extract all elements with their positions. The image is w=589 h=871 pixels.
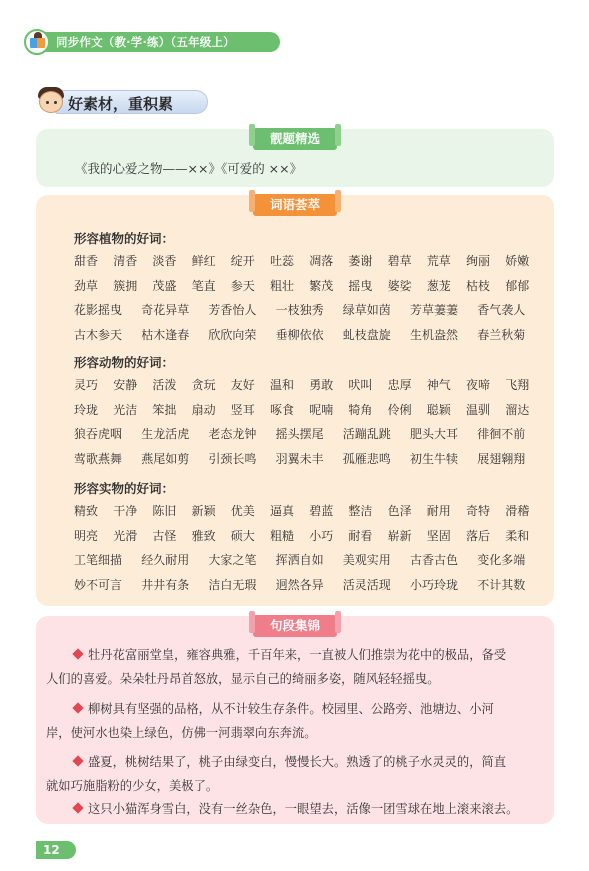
- word-item: 古木参天: [74, 327, 123, 342]
- word-group-title: 形容植物的好词：: [74, 231, 175, 246]
- word-item: 徘徊不前: [477, 427, 526, 441]
- word-item: 新颖: [191, 504, 216, 518]
- diamond-bullet-icon: [72, 802, 83, 813]
- word-item: 春兰秋菊: [477, 327, 526, 342]
- word-row: [74, 277, 544, 293]
- word-item: 婆娑: [387, 278, 412, 293]
- word-row: [74, 252, 544, 268]
- word-item: 友好: [230, 378, 255, 392]
- word-item: 陈旧: [152, 504, 177, 518]
- word-item: 贪玩: [191, 378, 216, 392]
- word-item: 洁白无瑕: [208, 577, 257, 592]
- word-item: 溜达: [505, 402, 530, 417]
- word-row: [74, 376, 544, 392]
- word-group-title: 形容动物的好词：: [74, 355, 175, 370]
- word-item: 逼真: [270, 504, 295, 518]
- word-item: 奇花异草: [141, 303, 190, 317]
- word-item: 神气: [426, 378, 451, 392]
- word-item: 娇嫩: [505, 254, 530, 268]
- sentence-item: [74, 750, 536, 774]
- word-item: 犄角: [348, 402, 373, 417]
- word-row: [74, 502, 544, 518]
- word-item: 狼吞虎咽: [74, 427, 123, 441]
- boy-mascot-icon: [36, 86, 66, 116]
- word-item: 古香古色: [410, 553, 459, 567]
- word-item: 色泽: [387, 504, 412, 518]
- running-header: [22, 31, 282, 53]
- word-item: 活蹦乱跳: [342, 427, 391, 441]
- word-item: 光洁: [113, 402, 138, 417]
- reading-kid-icon: [24, 29, 50, 55]
- word-item: 小巧玲珑: [410, 577, 459, 592]
- diamond-bullet-icon: [72, 755, 83, 766]
- word-item: 聪颖: [426, 402, 451, 417]
- sentence-continuation: 就如巧施脂粉的少女，美极了。: [46, 779, 219, 793]
- word-row: [74, 326, 544, 342]
- section-banner: [36, 86, 208, 116]
- word-item: 妙不可言: [74, 577, 123, 592]
- word-item: 温和: [270, 378, 295, 392]
- word-item: 孤雁悲鸣: [342, 451, 391, 466]
- word-item: 摇头摆尾: [275, 427, 324, 441]
- sentence-continuation: 岸，使河水也染上绿色，仿佛一河翡翠向东奔流。: [46, 726, 317, 740]
- word-item: 变化多端: [477, 553, 526, 567]
- word-item: 引颈长鸣: [208, 451, 257, 466]
- word-item: 葱茏: [426, 278, 451, 293]
- word-item: 吠叫: [348, 378, 373, 392]
- word-item: 清香: [113, 254, 138, 268]
- sentences-tag: 句段集锦: [253, 615, 337, 637]
- word-item: 美观实用: [342, 553, 391, 567]
- word-item: 初生牛犊: [410, 451, 459, 466]
- word-item: 甜香: [74, 254, 99, 268]
- word-item: 郁郁: [505, 278, 530, 293]
- word-item: 坚固: [426, 528, 451, 543]
- word-item: 勇敢: [309, 378, 334, 392]
- diamond-bullet-icon: [72, 702, 83, 713]
- word-item: 优美: [230, 504, 255, 518]
- word-item: 参天: [230, 278, 255, 293]
- word-item: 工笔细描: [74, 553, 123, 567]
- word-item: 碧蓝: [309, 504, 334, 518]
- sentence-item: [74, 797, 536, 821]
- word-item: 生龙活虎: [141, 427, 190, 441]
- word-item: 安静: [113, 378, 138, 392]
- sentence-text: 柳树具有坚强的品格，从不计较生存条件。校园里、公路旁、池塘边、小河: [88, 702, 494, 716]
- word-item: 呢喃: [309, 402, 334, 417]
- word-item: 灵巧: [74, 378, 99, 392]
- word-item: 光滑: [113, 528, 138, 543]
- sentence-text: 这只小猫浑身雪白，没有一丝杂色，一眼望去，活像一团雪球在地上滚来滚去。: [88, 802, 519, 816]
- word-item: 香气袭人: [477, 303, 526, 317]
- word-item: 淡香: [152, 254, 177, 268]
- word-item: 绚丽: [466, 254, 491, 268]
- word-item: 活灵活现: [342, 577, 391, 592]
- word-row: [74, 401, 544, 417]
- word-item: 莺歌燕舞: [74, 451, 123, 466]
- diamond-bullet-icon: [72, 648, 83, 659]
- word-item: 干净: [113, 504, 138, 518]
- word-item: 不计其数: [477, 577, 526, 592]
- word-item: 肥头大耳: [410, 427, 459, 441]
- word-item: 芳草萋萋: [410, 303, 459, 317]
- word-row: [74, 301, 544, 317]
- word-item: 鲜红: [191, 254, 216, 268]
- word-item: 粗壮: [270, 278, 295, 293]
- word-item: 活泼: [152, 378, 177, 392]
- word-item: 啄食: [270, 402, 295, 417]
- sentence-continuation: 人们的喜爱。朵朵牡丹昂首怒放，显示自己的绮丽多姿，随风轻轻摇曳。: [46, 672, 440, 686]
- word-item: 古怪: [152, 528, 177, 543]
- word-row: [74, 576, 544, 592]
- word-item: 萎谢: [348, 254, 373, 268]
- words-tag: 词语荟萃: [253, 194, 337, 216]
- sentence-text: 盛夏，桃树结果了，桃子由绿变白，慢慢长大。熟透了的桃子水灵灵的，简直: [88, 755, 507, 769]
- word-item: 欣欣向荣: [208, 327, 257, 342]
- word-item: 奇特: [466, 504, 491, 518]
- word-item: 绽开: [230, 254, 255, 268]
- word-item: 枯枝: [466, 278, 491, 293]
- word-item: 簇拥: [113, 278, 138, 293]
- word-item: 笨拙: [152, 402, 177, 417]
- word-row: [74, 527, 544, 543]
- word-item: 绿草如茵: [342, 303, 391, 317]
- word-item: 燕尾如剪: [141, 451, 190, 466]
- word-item: 一枝独秀: [275, 303, 324, 317]
- word-item: 展翅翱翔: [477, 451, 526, 466]
- word-item: 滑稽: [505, 504, 530, 518]
- word-item: 耐用: [426, 504, 451, 518]
- word-item: 垂柳依依: [275, 327, 324, 342]
- word-item: 凋落: [309, 254, 334, 268]
- word-item: 枯木逢春: [141, 327, 190, 342]
- word-item: 伶俐: [387, 402, 412, 417]
- word-item: 扇动: [191, 402, 216, 417]
- word-item: 整洁: [348, 504, 373, 518]
- word-item: 竖耳: [230, 402, 255, 417]
- word-item: 井井有条: [141, 577, 190, 592]
- header-title: 同步作文（教·学·练）（五年级上）: [56, 35, 235, 49]
- word-item: 老态龙钟: [208, 427, 257, 441]
- word-item: 茂盛: [152, 278, 177, 293]
- sentence-item: [74, 697, 536, 721]
- word-item: 精致: [74, 504, 99, 518]
- word-item: 花影摇曳: [74, 303, 123, 317]
- sentence-item: [74, 643, 536, 667]
- word-item: 摇曳: [348, 278, 373, 293]
- word-item: 芳香怡人: [208, 303, 257, 317]
- word-item: 雅致: [191, 528, 216, 543]
- word-item: 经久耐用: [141, 553, 190, 567]
- word-item: 硕大: [230, 528, 255, 543]
- word-item: 崭新: [387, 528, 412, 543]
- word-item: 笔直: [191, 278, 216, 293]
- word-item: 羽翼未丰: [275, 451, 324, 466]
- word-item: 虬枝盘旋: [342, 327, 391, 342]
- word-row: [74, 551, 544, 567]
- word-row: [74, 450, 544, 466]
- word-item: 忠厚: [387, 378, 412, 392]
- page-number: 12: [36, 841, 76, 859]
- word-item: 吐蕊: [270, 254, 295, 268]
- word-item: 落后: [466, 528, 491, 543]
- word-item: 耐看: [348, 528, 373, 543]
- titles-tag: 靓题精选: [253, 128, 337, 150]
- word-item: 小巧: [309, 528, 334, 543]
- word-item: 飞翔: [505, 378, 530, 392]
- word-item: 碧草: [387, 254, 412, 268]
- word-item: 迥然各异: [275, 577, 324, 592]
- banner-title: 好素材，重积累: [68, 95, 174, 113]
- word-item: 挥洒自如: [275, 553, 324, 567]
- word-item: 大家之笔: [208, 553, 257, 567]
- word-item: 粗糙: [270, 528, 295, 543]
- word-item: 劲草: [74, 278, 99, 293]
- word-item: 荒草: [426, 254, 451, 268]
- word-item: 生机盎然: [410, 327, 459, 342]
- titles-text: 《我的心爱之物——××》《可爱的 ××》: [75, 161, 303, 176]
- word-row: [74, 425, 544, 441]
- word-group-title: 形容实物的好词：: [74, 481, 175, 496]
- word-item: 夜啼: [466, 378, 491, 392]
- sentence-text: 牡丹花富丽堂皇，雍容典雅，千百年来，一直被人们推崇为花中的极品，备受: [88, 648, 507, 662]
- word-item: 温驯: [466, 402, 491, 417]
- word-item: 明亮: [74, 528, 99, 543]
- word-item: 柔和: [505, 528, 530, 543]
- word-item: 玲珑: [74, 402, 99, 417]
- word-item: 繁茂: [309, 278, 334, 293]
